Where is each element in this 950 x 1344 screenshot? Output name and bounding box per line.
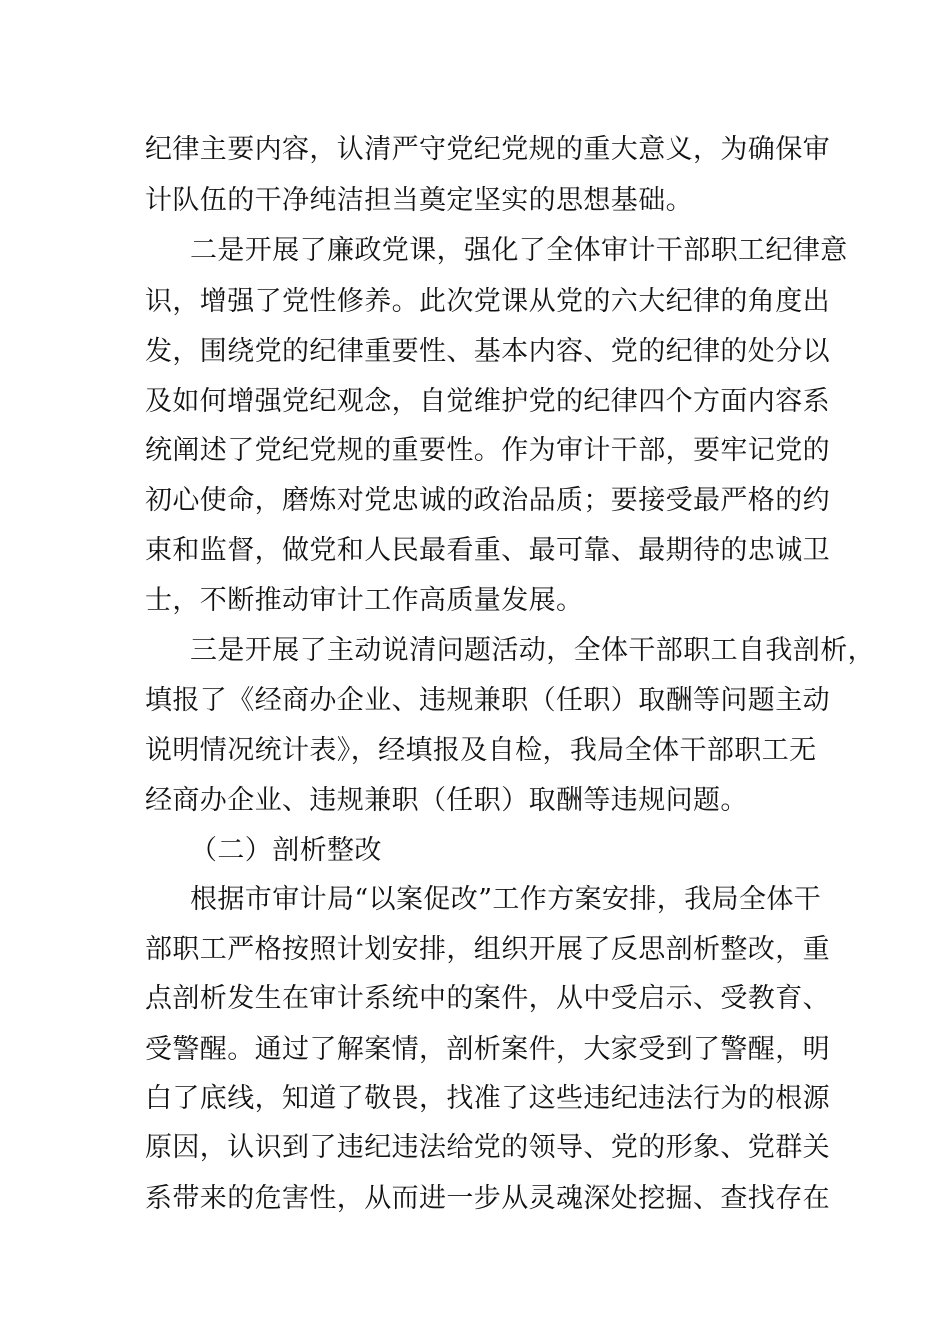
text-line: 初心使命，磨炼对党忠诚的政治品质；要接受最严格的约 [145, 485, 830, 516]
text-line: 原因，认识到了违纪违法给党的领导、党的形象、党群关 [145, 1132, 830, 1163]
section-heading: （二）剖析整改 [190, 835, 382, 866]
text-line: 经商办企业、违规兼职（任职）取酬等违规问题。 [145, 785, 748, 816]
paragraph-start-line: 根据市审计局“以案促改”工作方案安排，我局全体干 [190, 884, 822, 915]
text-line: 纪律主要内容，认清严守党纪党规的重大意义，为确保审 [145, 134, 830, 165]
text-line: 计队伍的干净纯洁担当奠定坚实的思想基础。 [145, 185, 693, 216]
text-line: 及如何增强党纪观念，自觉维护党的纪律四个方面内容系 [145, 386, 830, 417]
text-line: 系带来的危害性，从而进一步从灵魂深处挖掘、查找存在 [145, 1183, 830, 1214]
text-line: 填报了《经商办企业、违规兼职（任职）取酬等问题主动 [145, 685, 830, 716]
text-line: 士，不断推动审计工作高质量发展。 [145, 585, 584, 616]
text-line: 白了底线，知道了敬畏，找准了这些违纪违法行为的根源 [145, 1083, 830, 1114]
text-line: 发，围绕党的纪律重要性、基本内容、党的纪律的处分以 [145, 336, 830, 367]
text-line: 部职工严格按照计划安排，组织开展了反思剖析整改，重 [145, 934, 830, 965]
text-line: 统阐述了党纪党规的重要性。作为审计干部，要牢记党的 [145, 435, 830, 466]
text-line: 说明情况统计表》，经填报及自检，我局全体干部职工无 [145, 735, 817, 766]
text-line: 识，增强了党性修养。此次党课从党的六大纪律的角度出 [145, 286, 830, 317]
paragraph-start-line: 三是开展了主动说清问题活动，全体干部职工自我剖析， [190, 635, 875, 666]
text-line: 束和监督，做党和人民最看重、最可靠、最期待的忠诚卫 [145, 535, 830, 566]
paragraph-start-line: 二是开展了廉政党课，强化了全体审计干部职工纪律意 [190, 235, 848, 266]
text-line: 点剖析发生在审计系统中的案件，从中受启示、受教育、 [145, 983, 830, 1014]
text-line: 受警醒。通过了解案情，剖析案件，大家受到了警醒，明 [145, 1034, 830, 1065]
